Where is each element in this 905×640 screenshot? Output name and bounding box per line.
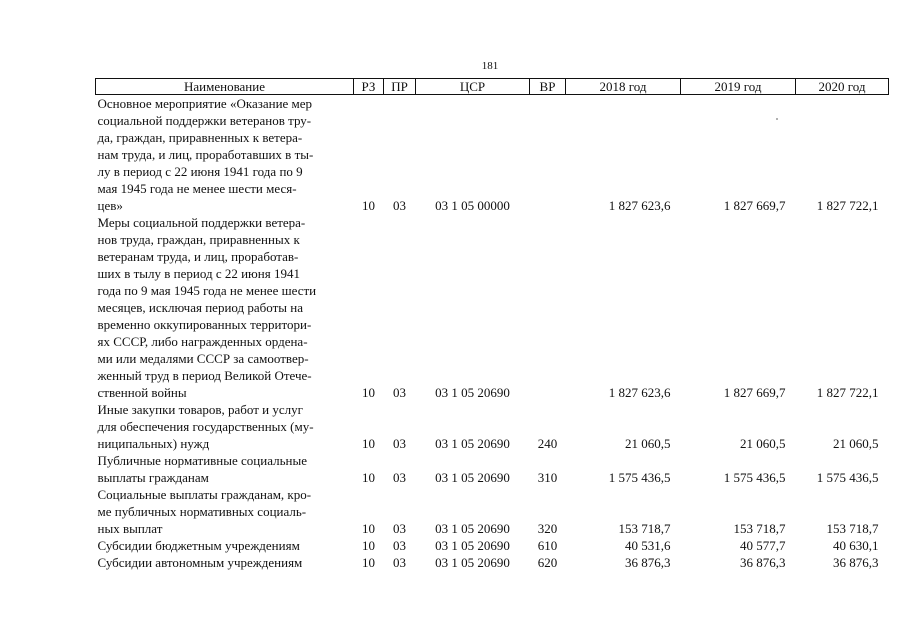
- name-line: ме публичных нормативных социаль-: [97, 504, 307, 519]
- name-line: Социальные выплаты гражданам, кро-: [97, 487, 312, 502]
- cell-2020: 1 827 722,1: [816, 198, 879, 213]
- name-line: ных выплат: [97, 521, 163, 536]
- name-line: нам труда, и лиц, проработавших в ты-: [97, 147, 314, 162]
- scan-speck: [776, 118, 778, 120]
- cell-2018: 36 876,3: [625, 555, 671, 570]
- cell-rz: 10: [362, 198, 375, 213]
- name-line: ственной войны: [97, 385, 187, 400]
- cell-2018: 153 718,7: [618, 521, 671, 536]
- header-csr: ЦСР: [416, 79, 530, 95]
- table-header: [96, 79, 889, 95]
- header-name: Наименование: [96, 79, 354, 95]
- cell-pr: 03: [393, 198, 406, 213]
- cell-name: [96, 214, 354, 401]
- name-line: года по 9 мая 1945 года не менее шести: [97, 283, 317, 298]
- name-line: ми или медалями СССР за самоотвер-: [97, 351, 309, 366]
- cell-2019: 153 718,7: [733, 521, 786, 536]
- name-line: да, граждан, приравненных к ветера-: [97, 130, 303, 145]
- cell-name: [96, 95, 354, 215]
- name-line: ях СССР, либо награжденных ордена-: [97, 334, 308, 349]
- name-line: Субсидии бюджетным учреждениям: [97, 538, 300, 553]
- name-line: мая 1945 года не менее шести меся-: [97, 181, 297, 196]
- cell-pr: 03: [393, 470, 406, 485]
- cell-csr: 03 1 05 20690: [435, 538, 510, 553]
- name-line: цев»: [97, 198, 123, 213]
- cell-vr: 610: [537, 538, 558, 553]
- cell-csr: 03 1 05 00000: [435, 198, 510, 213]
- cell-rz: 10: [362, 470, 375, 485]
- cell-name: [96, 537, 354, 554]
- cell-csr: 03 1 05 20690: [435, 555, 510, 570]
- name-line: социальной поддержки ветеранов тру-: [97, 113, 312, 128]
- table-row: [96, 554, 889, 571]
- header-2020: 2020 год: [796, 79, 889, 95]
- cell-2020: 40 630,1: [833, 538, 879, 553]
- cell-pr: 03: [393, 436, 406, 451]
- cell-pr: 03: [393, 521, 406, 536]
- cell-2019: 21 060,5: [740, 436, 786, 451]
- cell-rz: 10: [362, 555, 375, 570]
- name-line: женный труд в период Великой Отече-: [97, 368, 312, 383]
- name-line: Публичные нормативные социальные: [97, 453, 307, 468]
- name-line: для обеспечения государственных (му-: [97, 419, 314, 434]
- cell-csr: 03 1 05 20690: [435, 436, 510, 451]
- name-line: месяцев, исключая период работы на: [97, 300, 303, 315]
- name-line: лу в период с 22 июня 1941 года по 9: [97, 164, 303, 179]
- table-row: [96, 537, 889, 554]
- table-body: [96, 95, 889, 572]
- cell-vr: 320: [537, 521, 558, 536]
- cell-vr: 240: [537, 436, 558, 451]
- cell-2018: 21 060,5: [625, 436, 671, 451]
- cell-pr: 03: [393, 555, 406, 570]
- name-line: выплаты гражданам: [97, 470, 209, 485]
- cell-pr: 03: [393, 538, 406, 553]
- table-row: [96, 401, 889, 452]
- cell-csr: 03 1 05 20690: [435, 470, 510, 485]
- cell-csr: 03 1 05 20690: [435, 521, 510, 536]
- cell-pr: 03: [393, 385, 406, 400]
- name-line: Субсидии автономным учреждениям: [97, 555, 303, 570]
- header-2019: 2019 год: [681, 79, 796, 95]
- cell-2019: 36 876,3: [740, 555, 786, 570]
- header-pr: ПР: [384, 79, 416, 95]
- cell-name: [96, 401, 354, 452]
- cell-vr: 620: [537, 555, 558, 570]
- cell-2020: 1 575 436,5: [816, 470, 879, 485]
- name-line: Меры социальной поддержки ветера-: [97, 215, 306, 230]
- cell-rz: 10: [362, 538, 375, 553]
- budget-table: [95, 78, 889, 571]
- cell-2019: 1 827 669,7: [723, 385, 786, 400]
- cell-rz: 10: [362, 521, 375, 536]
- name-line: ниципальных) нужд: [97, 436, 210, 451]
- cell-2020: 1 827 722,1: [816, 385, 879, 400]
- cell-2018: 1 575 436,5: [608, 470, 671, 485]
- cell-name: [96, 452, 354, 486]
- cell-2020: 36 876,3: [833, 555, 879, 570]
- header-2018: 2018 год: [566, 79, 681, 95]
- cell-2019: 1 575 436,5: [723, 470, 786, 485]
- cell-name: [96, 486, 354, 537]
- cell-2020: 153 718,7: [826, 521, 879, 536]
- name-line: Иные закупки товаров, работ и услуг: [97, 402, 303, 417]
- cell-rz: 10: [362, 385, 375, 400]
- cell-csr: 03 1 05 20690: [435, 385, 510, 400]
- name-line: временно оккупированных территори-: [97, 317, 312, 332]
- cell-vr: [530, 95, 566, 215]
- cell-2019: 40 577,7: [740, 538, 786, 553]
- page-number: 181: [481, 60, 499, 72]
- name-line: нов труда, граждан, приравненных к: [97, 232, 300, 247]
- cell-vr: 310: [537, 470, 558, 485]
- cell-2020: 21 060,5: [833, 436, 879, 451]
- table-row: [96, 95, 889, 215]
- table-row: [96, 214, 889, 401]
- cell-name: [96, 554, 354, 571]
- table-row: [96, 452, 889, 486]
- name-line: Основное мероприятие «Оказание мер: [97, 96, 313, 111]
- cell-2018: 40 531,6: [625, 538, 671, 553]
- name-line: ших в тылу в период с 22 июня 1941: [97, 266, 300, 281]
- header-vr: ВР: [530, 79, 566, 95]
- cell-2019: 1 827 669,7: [723, 198, 786, 213]
- name-line: ветеранам труда, и лиц, проработав-: [97, 249, 299, 264]
- cell-2018: 1 827 623,6: [608, 198, 671, 213]
- cell-2018: 1 827 623,6: [608, 385, 671, 400]
- table-row: [96, 486, 889, 537]
- cell-rz: 10: [362, 436, 375, 451]
- cell-vr: [530, 214, 566, 401]
- header-rz: РЗ: [354, 79, 384, 95]
